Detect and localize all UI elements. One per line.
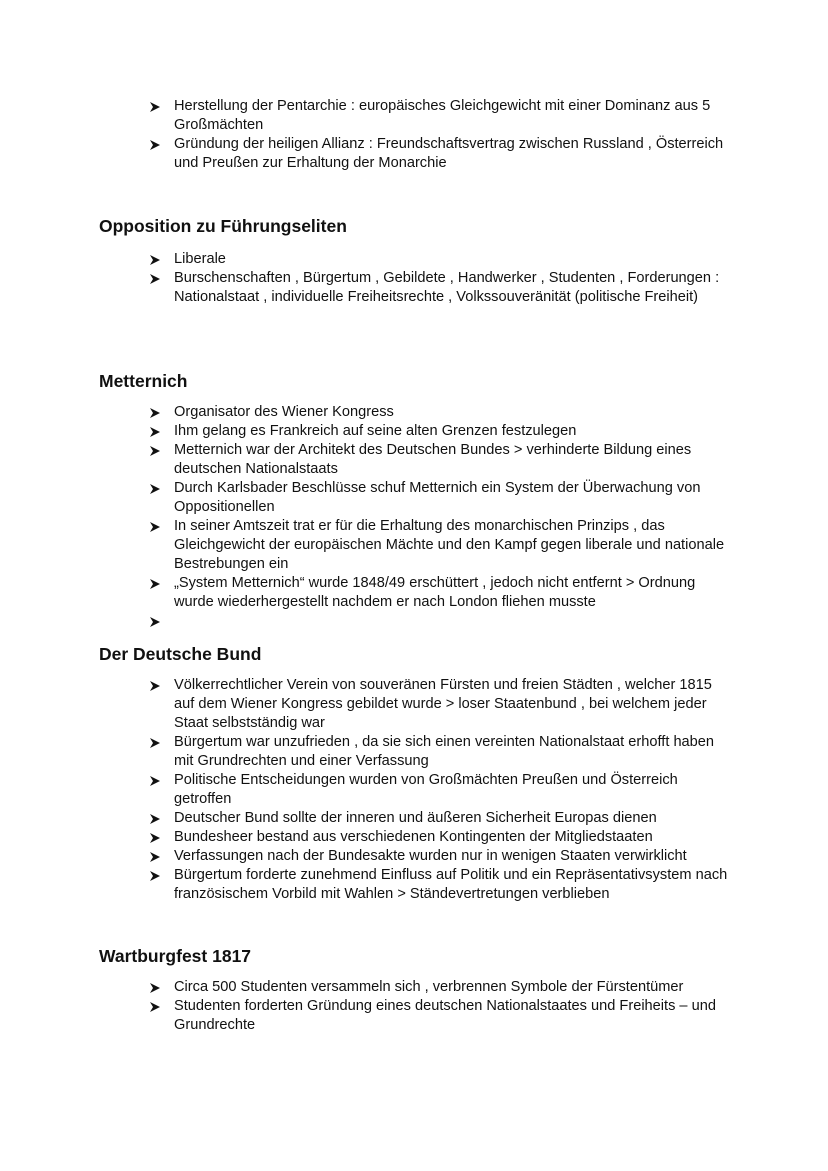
metternich-list xyxy=(0,403,828,631)
opposition-list xyxy=(0,250,828,307)
list-item-text: Metternich war der Architekt des Deutschen Bundes > verhinderte Bildung eines deutschen Nationalstaats xyxy=(174,442,692,477)
arrow-bullet-icon xyxy=(149,775,161,787)
arrow-bullet-icon xyxy=(149,139,161,151)
list-item xyxy=(0,441,734,479)
list-item xyxy=(0,574,734,612)
list-item xyxy=(0,978,734,997)
list-item-text: Burschenschaften , Bürgertum , Gebildete , Handwerker , Studenten , Forderungen : Nationalstaat , individuelle Freiheitsrechte , Volkssouveränität (politische Freiheit) xyxy=(174,270,720,305)
list-item-text: Verfassungen nach der Bundesakte wurden nur in wenigen Staaten verwirklicht xyxy=(174,848,687,864)
section-title-opposition: Opposition zu Führungseliten xyxy=(99,216,347,236)
intro-list xyxy=(0,97,828,173)
list-item-text: Bundesheer bestand aus verschiedenen Kontingenten der Mitgliedstaaten xyxy=(174,829,653,845)
list-item xyxy=(0,269,734,307)
section-title-metternich: Metternich xyxy=(99,371,188,391)
list-item-text: Bürgertum war unzufrieden , da sie sich einen vereinten Nationalstaat erhofft haben mit Grundrechten und einer Verfassung xyxy=(174,734,715,769)
arrow-bullet-icon xyxy=(149,426,161,438)
list-item xyxy=(0,997,734,1035)
list-item xyxy=(0,676,734,733)
arrow-bullet-icon xyxy=(149,521,161,533)
arrow-bullet-icon xyxy=(149,578,161,590)
list-item-text: Völkerrechtlicher Verein von souveränen Fürsten und freien Städten , welcher 1815 auf dem Wiener Kongress gebildet wurde > loser Staatenbund , bei welchem jeder Staat selbstständig war xyxy=(174,677,712,731)
arrow-bullet-icon xyxy=(149,851,161,863)
section-title-deutscher-bund: Der Deutsche Bund xyxy=(99,644,262,664)
arrow-bullet-icon xyxy=(149,832,161,844)
list-item-text: In seiner Amtszeit trat er für die Erhaltung des monarchischen Prinzips , das Gleichgewicht der europäischen Mächte und den Kampf gegen liberale und nationale Bestrebungen ein xyxy=(174,518,725,572)
list-item xyxy=(0,517,734,574)
arrow-bullet-icon xyxy=(149,273,161,285)
list-item-text: Organisator des Wiener Kongress xyxy=(174,404,394,420)
list-item-text: Herstellung der Pentarchie : europäisches Gleichgewicht mit einer Dominanz aus 5 Großmächten xyxy=(174,98,711,133)
list-item-text: Studenten forderten Gründung eines deutschen Nationalstaates und Freiheits – und Grundrechte xyxy=(174,998,716,1033)
arrow-bullet-icon xyxy=(149,101,161,113)
list-item xyxy=(0,250,734,269)
list-item-text: Politische Entscheidungen wurden von Großmächten Preußen und Österreich getroffen xyxy=(174,772,678,807)
arrow-bullet-icon xyxy=(149,1001,161,1013)
list-item-text: Ihm gelang es Frankreich auf seine alten Grenzen festzulegen xyxy=(174,423,577,439)
list-item xyxy=(0,771,734,809)
arrow-bullet-icon xyxy=(149,445,161,457)
arrow-bullet-icon xyxy=(149,254,161,266)
list-item xyxy=(0,866,734,904)
list-item xyxy=(0,828,734,847)
arrow-bullet-icon xyxy=(149,680,161,692)
arrow-bullet-icon xyxy=(149,737,161,749)
list-item xyxy=(0,809,734,828)
list-item-text: „System Metternich“ wurde 1848/49 erschüttert , jedoch nicht entfernt > Ordnung wurde wiederhergestellt nachdem er nach London fliehen musste xyxy=(174,575,696,610)
arrow-bullet-icon xyxy=(149,870,161,882)
arrow-bullet-icon xyxy=(149,483,161,495)
section-title-wartburgfest: Wartburgfest 1817 xyxy=(99,946,252,966)
list-item-text: Durch Karlsbader Beschlüsse schuf Metternich ein System der Überwachung von Oppositionellen xyxy=(174,480,701,515)
list-item xyxy=(0,612,734,631)
arrow-bullet-icon xyxy=(149,813,161,825)
list-item-text: Circa 500 Studenten versammeln sich , verbrennen Symbole der Fürstentümer xyxy=(174,979,684,995)
list-item xyxy=(0,479,734,517)
list-item xyxy=(0,733,734,771)
bund-list xyxy=(0,676,828,904)
list-item xyxy=(0,403,734,422)
arrow-bullet-icon xyxy=(149,616,161,628)
list-item xyxy=(0,135,734,173)
list-item-text: Liberale xyxy=(174,251,226,267)
arrow-bullet-icon xyxy=(149,407,161,419)
list-item xyxy=(0,422,734,441)
wartburg-list xyxy=(0,978,828,1035)
list-item xyxy=(0,847,734,866)
arrow-bullet-icon xyxy=(149,982,161,994)
list-item-text: Gründung der heiligen Allianz : Freundschaftsvertrag zwischen Russland , Österreich und Preußen zur Erhaltung der Monarchie xyxy=(174,136,724,171)
list-item-text: Deutscher Bund sollte der inneren und äußeren Sicherheit Europas dienen xyxy=(174,810,657,826)
list-item-text: Bürgertum forderte zunehmend Einfluss auf Politik und ein Repräsentativsystem nach französischem Vorbild mit Wahlen > Ständevertretungen verblieben xyxy=(174,867,728,902)
list-item xyxy=(0,97,734,135)
